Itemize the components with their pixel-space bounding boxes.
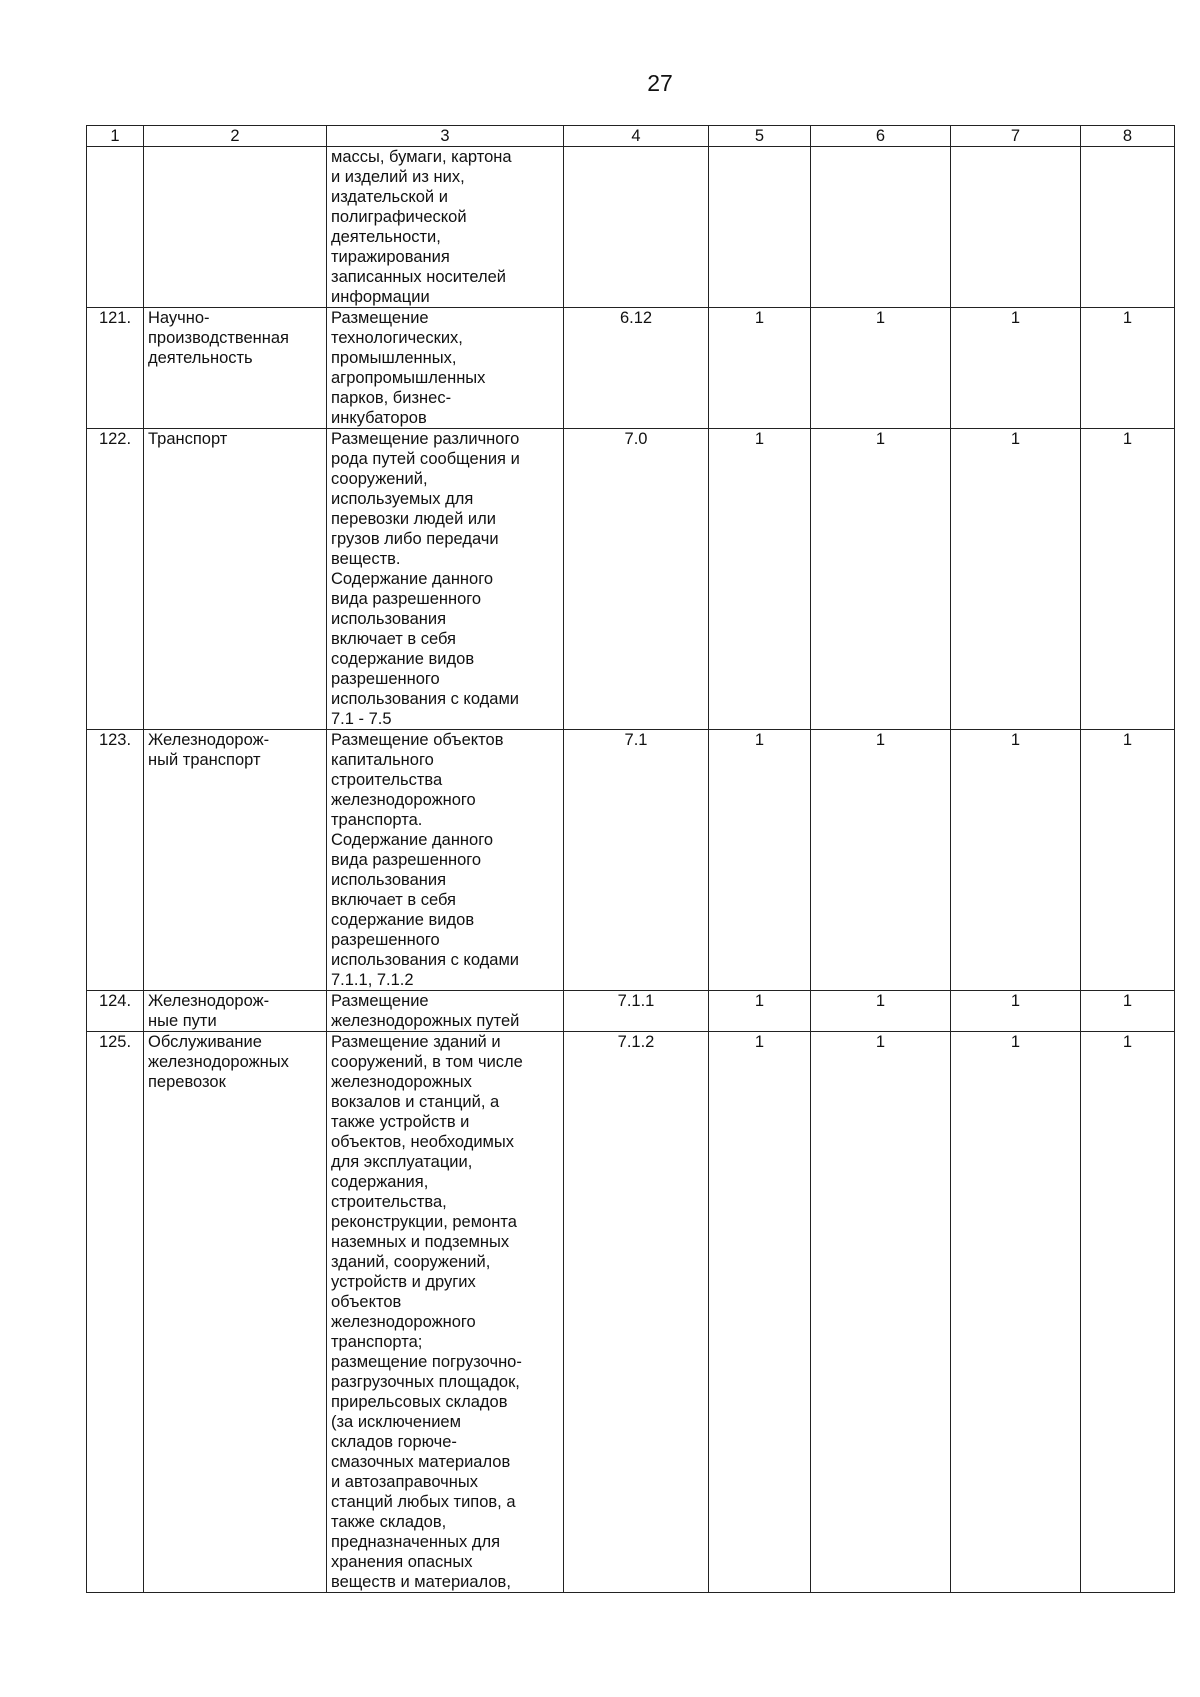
column-5-cell: 1: [709, 991, 811, 1032]
column-7-cell: 1: [951, 308, 1081, 429]
table-row: [87, 730, 1175, 991]
column-5-cell: 1: [709, 308, 811, 429]
column-6-cell: 1: [811, 308, 951, 429]
land-use-table: [86, 125, 1175, 1593]
land-use-code-cell: 7.1.1: [564, 991, 709, 1032]
column-7-cell: 1: [951, 1032, 1081, 1593]
land-use-code-cell: [564, 147, 709, 308]
row-number-cell: [87, 147, 144, 308]
land-use-name-cell: [144, 147, 327, 308]
land-use-name-cell: Железнодорож- ные пути: [144, 991, 327, 1032]
column-8-cell: 1: [1081, 991, 1175, 1032]
column-5-cell: 1: [709, 1032, 811, 1593]
column-5-cell: 1: [709, 730, 811, 991]
table-header-row: [87, 126, 1175, 147]
header-cell: 7: [951, 126, 1081, 147]
row-number-cell: 124.: [87, 991, 144, 1032]
land-use-code-cell: 7.1.2: [564, 1032, 709, 1593]
column-8-cell: 1: [1081, 308, 1175, 429]
column-5-cell: [709, 147, 811, 308]
land-use-description-cell: Размещение железнодорожных путей: [327, 991, 564, 1032]
column-6-cell: 1: [811, 429, 951, 730]
table-body: [87, 126, 1175, 1593]
column-5-cell: 1: [709, 429, 811, 730]
land-use-name-cell: Обслуживание железнодорожных перевозок: [144, 1032, 327, 1593]
column-7-cell: 1: [951, 730, 1081, 991]
land-use-code-cell: 6.12: [564, 308, 709, 429]
column-7-cell: [951, 147, 1081, 308]
column-8-cell: 1: [1081, 730, 1175, 991]
header-cell: 2: [144, 126, 327, 147]
land-use-description-cell: Размещение технологических, промышленных, агропромышленных парков, бизнес- инкубаторов: [327, 308, 564, 429]
land-use-description-cell: Размещение зданий и сооружений, в том числе железнодорожных вокзалов и станций, а также устройств и объектов, необходимых для эксплуатации, содержания, строительства, реконструкции, ремонта наземных и подземных зданий, сооружений, устройств и других объектов железнодорожного транспорта; размещение погрузочно- разгрузочных площадок, прирельсовых складов (за исключением складов горюче- смазочных материалов и автозаправочных станций любых типов, а также складов, предназначенных для хранения опасных веществ и материалов,: [327, 1032, 564, 1593]
column-8-cell: [1081, 147, 1175, 308]
column-6-cell: 1: [811, 730, 951, 991]
table-row: [87, 147, 1175, 308]
land-use-code-cell: 7.1: [564, 730, 709, 991]
header-cell: 5: [709, 126, 811, 147]
land-use-name-cell: Железнодорож- ный транспорт: [144, 730, 327, 991]
table-row: [87, 1032, 1175, 1593]
table-row: [87, 308, 1175, 429]
land-use-name-cell: Транспорт: [144, 429, 327, 730]
column-6-cell: 1: [811, 1032, 951, 1593]
row-number-cell: 122.: [87, 429, 144, 730]
land-use-code-cell: 7.0: [564, 429, 709, 730]
column-7-cell: 1: [951, 991, 1081, 1032]
column-8-cell: 1: [1081, 429, 1175, 730]
page-number: 27: [647, 70, 673, 96]
row-number-cell: 125.: [87, 1032, 144, 1593]
land-use-description-cell: Размещение различного рода путей сообщения и сооружений, используемых для перевозки людей или грузов либо передачи веществ. Содержание данного вида разрешенного использования включает в себя содержание видов разрешенного использования с кодами 7.1 - 7.5: [327, 429, 564, 730]
land-use-description-cell: массы, бумаги, картона и изделий из них, издательской и полиграфической деятельности, тиражирования записанных носителей информации: [327, 147, 564, 308]
column-7-cell: 1: [951, 429, 1081, 730]
table-row: [87, 991, 1175, 1032]
column-6-cell: [811, 147, 951, 308]
header-cell: 3: [327, 126, 564, 147]
row-number-cell: 121.: [87, 308, 144, 429]
land-use-description-cell: Размещение объектов капитального строительства железнодорожного транспорта. Содержание данного вида разрешенного использования включает в себя содержание видов разрешенного использования с кодами 7.1.1, 7.1.2: [327, 730, 564, 991]
header-cell: 6: [811, 126, 951, 147]
land-use-name-cell: Научно- производственная деятельность: [144, 308, 327, 429]
row-number-cell: 123.: [87, 730, 144, 991]
column-8-cell: 1: [1081, 1032, 1175, 1593]
header-cell: 4: [564, 126, 709, 147]
column-6-cell: 1: [811, 991, 951, 1032]
header-cell: 8: [1081, 126, 1175, 147]
header-cell: 1: [87, 126, 144, 147]
table-row: [87, 429, 1175, 730]
